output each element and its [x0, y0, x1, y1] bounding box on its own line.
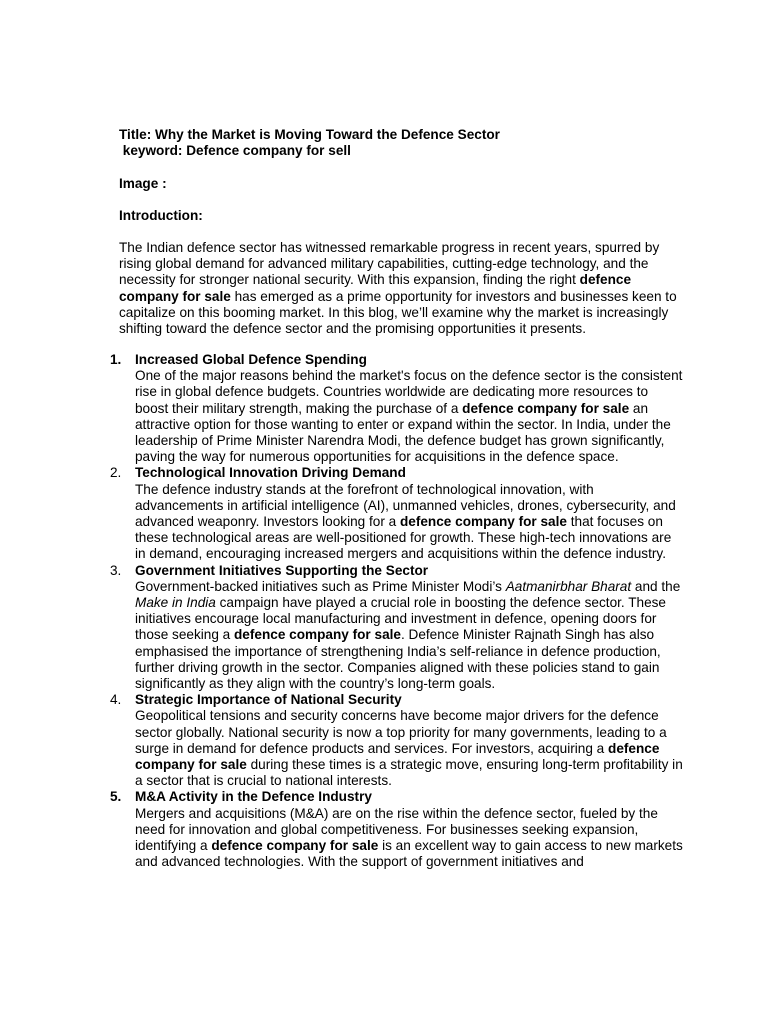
item-italic: Make in India	[135, 595, 216, 611]
item-number: 4.	[110, 692, 122, 708]
item-heading: M&A Activity in the Defence Industry	[135, 789, 372, 805]
item-text: One of the major reasons behind the market's focus on the defence sector is the consistent rise in global defence budgets. Countries worldwide are dedicating more resources to boost their military strength, making the purchase of a	[135, 368, 683, 416]
introduction-heading: Introduction:	[119, 208, 203, 223]
keyword-text: keyword: Defence company for sell	[122, 143, 351, 158]
intro-text: has emerged as a prime opportunity for investors and businesses keen to capitalize on this booming market. In this blog, we’ll examine why the market is increasingly shifting toward the defence sector and the promising opportunities it presents.	[119, 288, 677, 337]
item-keyword: defence company for sale	[135, 740, 660, 773]
item-heading: Strategic Importance of National Security	[135, 692, 402, 708]
item-heading: Technological Innovation Driving Demand	[135, 465, 406, 481]
item-number: 3.	[110, 562, 122, 578]
item-keyword: defence company for sale	[462, 400, 630, 416]
list-item	[110, 789, 685, 870]
item-heading: Increased Global Defence Spending	[135, 352, 367, 367]
item-text: and the	[631, 578, 681, 594]
item-text: Government-backed initiatives such as Prime Minister Modi’s	[135, 578, 506, 594]
item-text: . Defence Minister Rajnath Singh has also emphasised the importance of strengthening India’s self-reliance in defence production, further driving growth in the sector. Companies aligned with these policies stand to gain significantly as they align with the country’s long-term goals.	[135, 627, 661, 692]
document-keyword	[119, 143, 679, 159]
item-italic: Aatmanirbhar Bharat	[505, 578, 632, 594]
item-text: that focuses on these technological areas are well-positioned for growth. These high-tech innovations are in demand, encouraging increased mergers and acquisitions within the defence industry.	[135, 514, 672, 562]
intro-keyword: defence company for sale	[119, 272, 632, 304]
document-title: Title: Why the Market is Moving Toward the Defence Sector	[119, 127, 500, 142]
item-heading: Government Initiatives Supporting the Sector	[135, 562, 429, 578]
item-keyword: defence company for sale	[211, 838, 379, 854]
item-text: is an excellent way to gain access to new markets and advanced technologies. With the support of government initiatives and	[135, 838, 683, 870]
item-text: The defence industry stands at the forefront of technological innovation, with advancements in artificial intelligence (AI), unmanned vehicles, drones, cybersecurity, and advanced weaponry. Investors looking for a	[135, 481, 676, 530]
intro-text: The Indian defence sector has witnessed remarkable progress in recent years, spurred by rising global demand for advanced military capabilities, cutting-edge technology, and the necessity for stronger national security. With this expansion, finding the right	[119, 240, 660, 288]
reasons-list	[110, 352, 685, 871]
item-text: Geopolitical tensions and security concerns have become major drivers for the defence sector globally. National security is now a top priority for many governments, leading to a surge in demand for defence products and services. For investors, acquiring a	[135, 708, 667, 756]
item-text: during these times is a strategic move, ensuring long-term profitability in a sector that is crucial to national interests.	[135, 757, 683, 789]
item-text: campaign have played a crucial role in boosting the defence sector. These initiatives encourage local manufacturing and investment in defence, opening doors for those seeking a	[135, 595, 666, 643]
list-item	[110, 692, 685, 789]
list-item	[110, 465, 685, 562]
image-label: Image :	[119, 176, 167, 191]
list-item	[110, 352, 685, 465]
item-keyword: defence company for sale	[234, 627, 401, 643]
list-item	[110, 563, 685, 693]
item-number: 5.	[110, 789, 122, 805]
introduction-paragraph	[119, 240, 684, 337]
item-number: 1.	[110, 352, 122, 367]
item-text: an attractive option for those wanting to enter or expand within the sector. In India, under the leadership of Prime Minister Narendra Modi, the defence budget has grown significantly, paving the way for numerous opportunities for acquisitions in the defence space.	[135, 400, 671, 465]
item-text: Mergers and acquisitions (M&A) are on the rise within the defence sector, fueled by the need for innovation and global competitiveness. For businesses seeking expansion, identifying a	[135, 805, 658, 854]
item-keyword: defence company for sale	[399, 514, 567, 530]
item-number: 2.	[110, 465, 122, 481]
